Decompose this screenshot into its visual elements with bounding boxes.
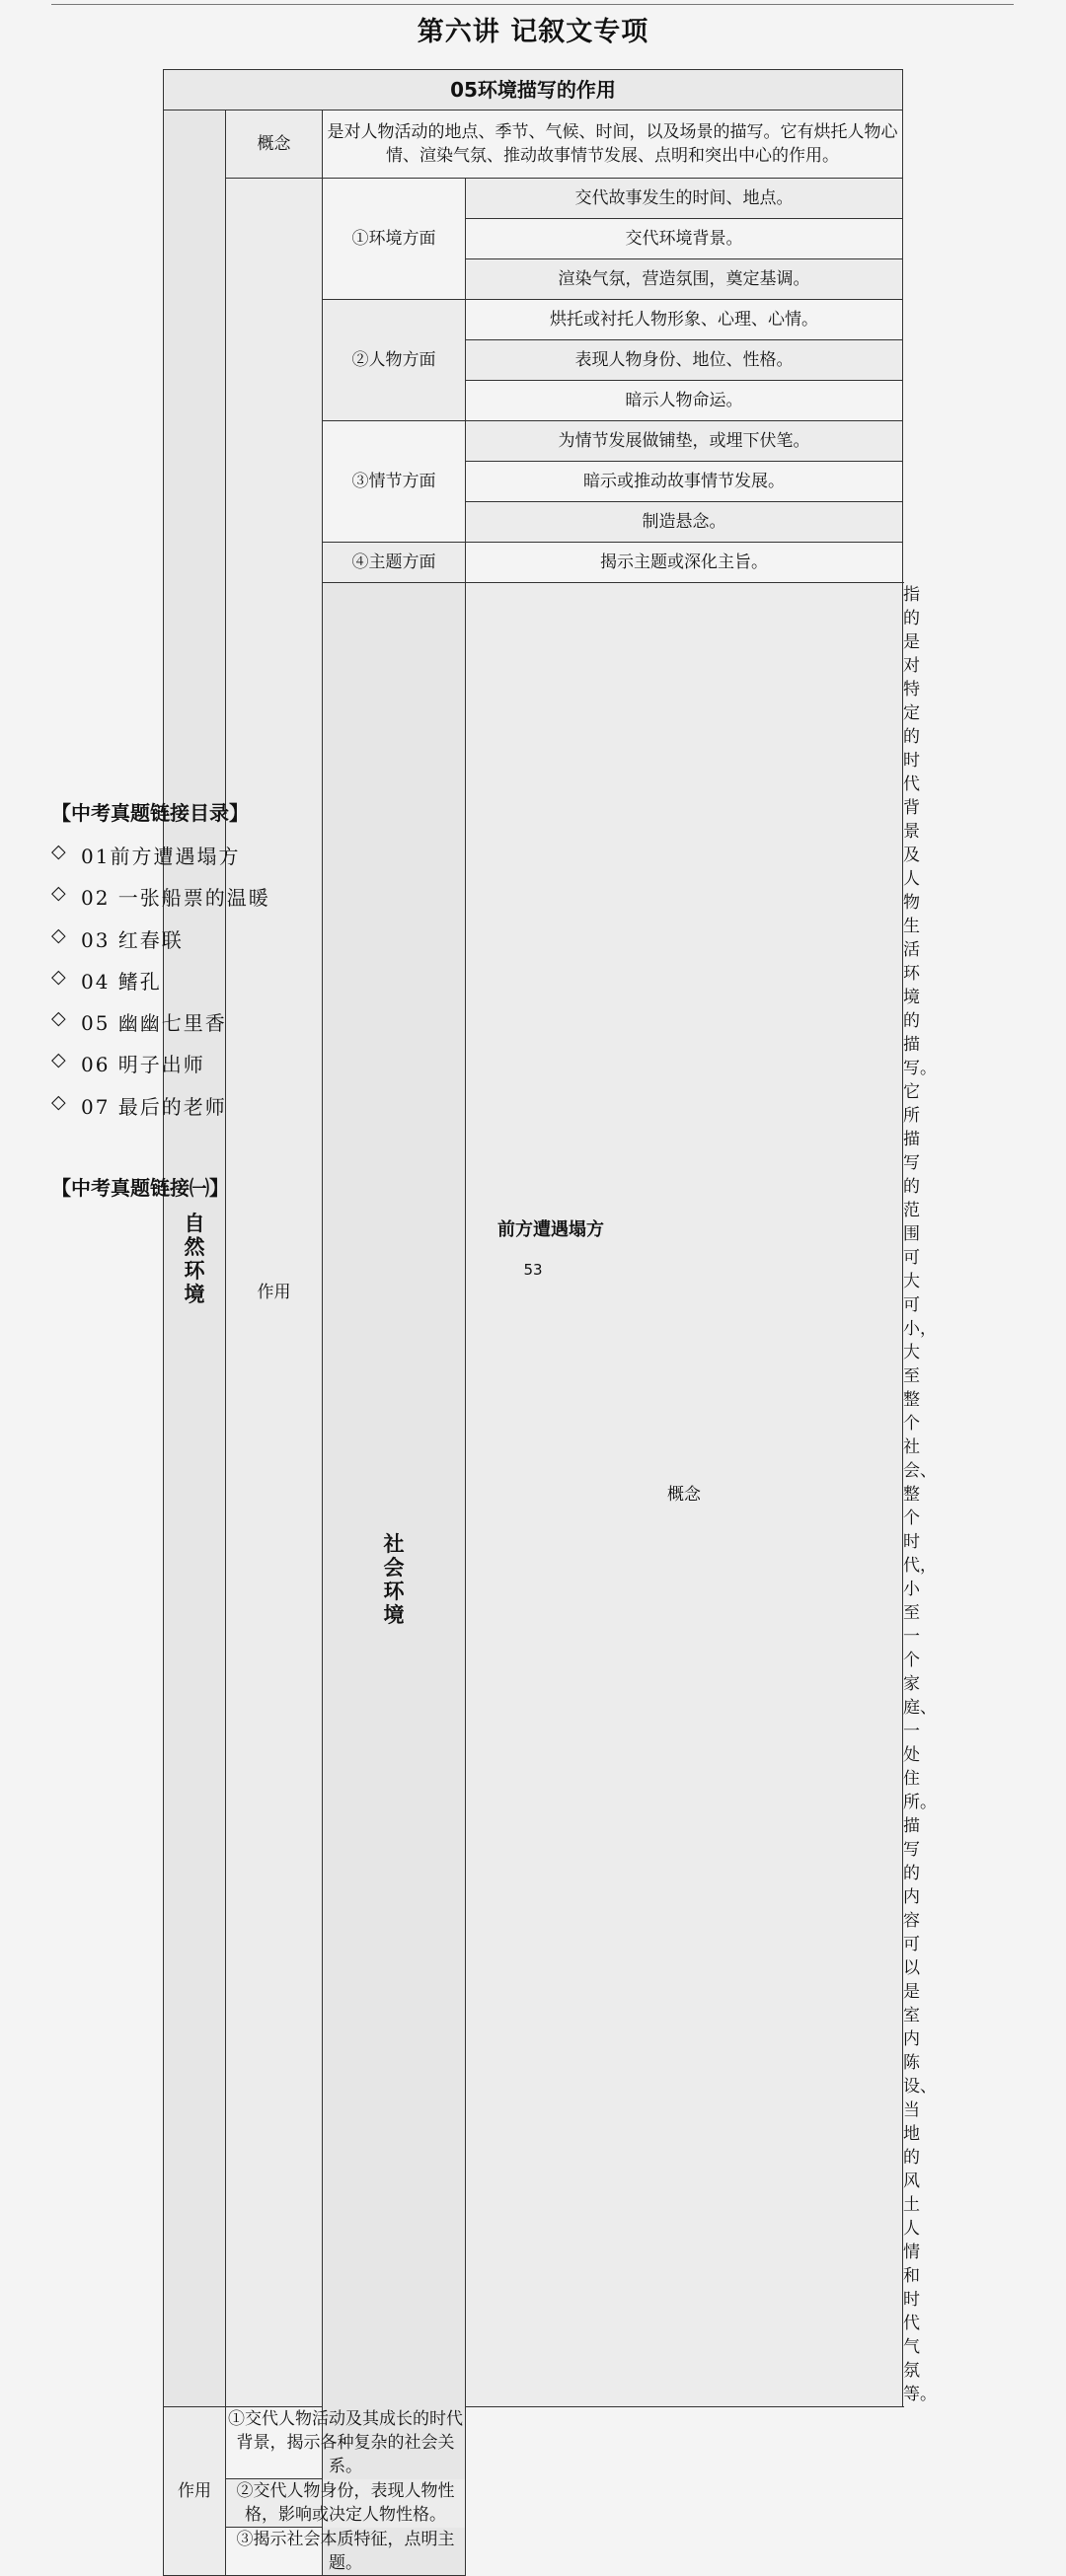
natural-concept-label: 概念: [226, 110, 323, 179]
toc-item[interactable]: [51, 1007, 270, 1049]
top-rule: [51, 4, 1014, 5]
environment-table: 05环境描写的作用 自然环境 概念 是对人物活动的地点、季节、气候、时间，以及场景的描写。它有烘托人物心情、渲染气氛、推动故事情节发展、点明和突出中心的作用。 作用 ①环境方面 交代故事发生的时间、地点。 交代环境背景。 渲染气氛，营造氛围，奠定基调。 ②人物方面 烘托或衬托人物形象、心理、心情。 表现人物身份、地位、性格。 暗示人物命运。 ③情节方面 为情节发展做铺垫，或埋下伏笔。 暗示或推动故事情节发展。 制造悬念。 ④主题方面 揭示主题或深化主旨。 社会环境 概念 指的是对特定的时代背景及人物生活环境的描写。它所描写的范围可大可小，大至整个社会、整个时代，小至一个家庭、一处住所。描写的内容可以是室内陈设、当地的风土人情和时代气氛等。 作用 ①交代人物活动及其成长的时代背景，揭示各种复杂的社会关系。 ②交代人物身份，表现人物性格，影响或决定人物性格。 ③揭示社会本质特征，点明主题。: [163, 69, 903, 2576]
table-cell: 渲染气氛，营造氛围，奠定基调。: [466, 259, 903, 300]
diamond-icon: ◇: [51, 923, 68, 946]
aspect-environment: ①环境方面: [323, 179, 466, 300]
story-title: 前方遭遇塌方: [497, 1219, 604, 1240]
toc-item-label: 04 鳍孔: [81, 969, 162, 994]
diamond-icon: ◇: [51, 965, 68, 988]
table-cell: 烘托或衬托人物形象、心理、心情。: [466, 300, 903, 340]
diamond-icon: ◇: [51, 1090, 68, 1113]
toc-list: [51, 841, 270, 1133]
link-heading: 【中考真题链接㈠】: [51, 1176, 229, 1200]
page-title: 第六讲 记叙文专项: [417, 17, 649, 47]
table-cell: 交代环境背景。: [466, 219, 903, 259]
natural-function-label: 作用: [226, 179, 323, 2407]
toc-item-label: 06 明子出师: [81, 1053, 205, 1077]
toc-item[interactable]: [51, 966, 270, 1007]
social-function-label: 作用: [164, 2407, 226, 2576]
table-cell: 交代故事发生的时间、地点。: [466, 179, 903, 219]
category-social: 社会环境: [323, 583, 466, 2576]
table-cell: 暗示或推动故事情节发展。: [466, 462, 903, 502]
natural-concept-text: 是对人物活动的地点、季节、气候、时间，以及场景的描写。它有烘托人物心情、渲染气氛、推动故事情节发展、点明和突出中心的作用。: [323, 110, 903, 179]
table-title: 05环境描写的作用: [164, 70, 903, 110]
toc-item-label: 05 幽幽七里香: [81, 1011, 227, 1036]
social-function-item: ②交代人物身份，表现人物性格，影响或决定人物性格。: [226, 2479, 466, 2528]
social-function-item: ①交代人物活动及其成长的时代背景，揭示各种复杂的社会关系。: [226, 2407, 466, 2479]
toc-item-label: 02 一张船票的温暖: [81, 886, 270, 911]
toc-item-label: 07 最后的老师: [81, 1094, 227, 1119]
toc-item[interactable]: [51, 882, 270, 923]
table-cell: 暗示人物命运。: [466, 381, 903, 421]
table-cell: 为情节发展做铺垫，或埋下伏笔。: [466, 421, 903, 462]
table-cell: 制造悬念。: [466, 502, 903, 543]
aspect-plot: ③情节方面: [323, 421, 466, 543]
diamond-icon: ◇: [51, 1007, 68, 1030]
social-concept-label: 概念: [466, 583, 903, 2407]
aspect-character: ②人物方面: [323, 300, 466, 421]
toc-item[interactable]: [51, 924, 270, 966]
diamond-icon: ◇: [51, 1049, 68, 1071]
toc-item[interactable]: [51, 841, 270, 882]
table-cell: 表现人物身份、地位、性格。: [466, 340, 903, 381]
social-function-item: ③揭示社会本质特征，点明主题。: [226, 2528, 466, 2576]
toc-item[interactable]: [51, 1049, 270, 1090]
aspect-theme: ④主题方面: [323, 543, 466, 583]
toc-item[interactable]: [51, 1091, 270, 1133]
diamond-icon: ◇: [51, 841, 68, 862]
category-natural: 自然环境: [164, 110, 226, 2407]
toc-item-label: 03 红春联: [81, 927, 184, 952]
toc-item-label: 01前方遭遇塌方: [81, 845, 241, 868]
toc-heading: 【中考真题链接目录】: [51, 801, 249, 825]
page-number: 53: [523, 1261, 543, 1279]
table-cell: 揭示主题或深化主旨。: [466, 543, 903, 583]
diamond-icon: ◇: [51, 882, 68, 905]
